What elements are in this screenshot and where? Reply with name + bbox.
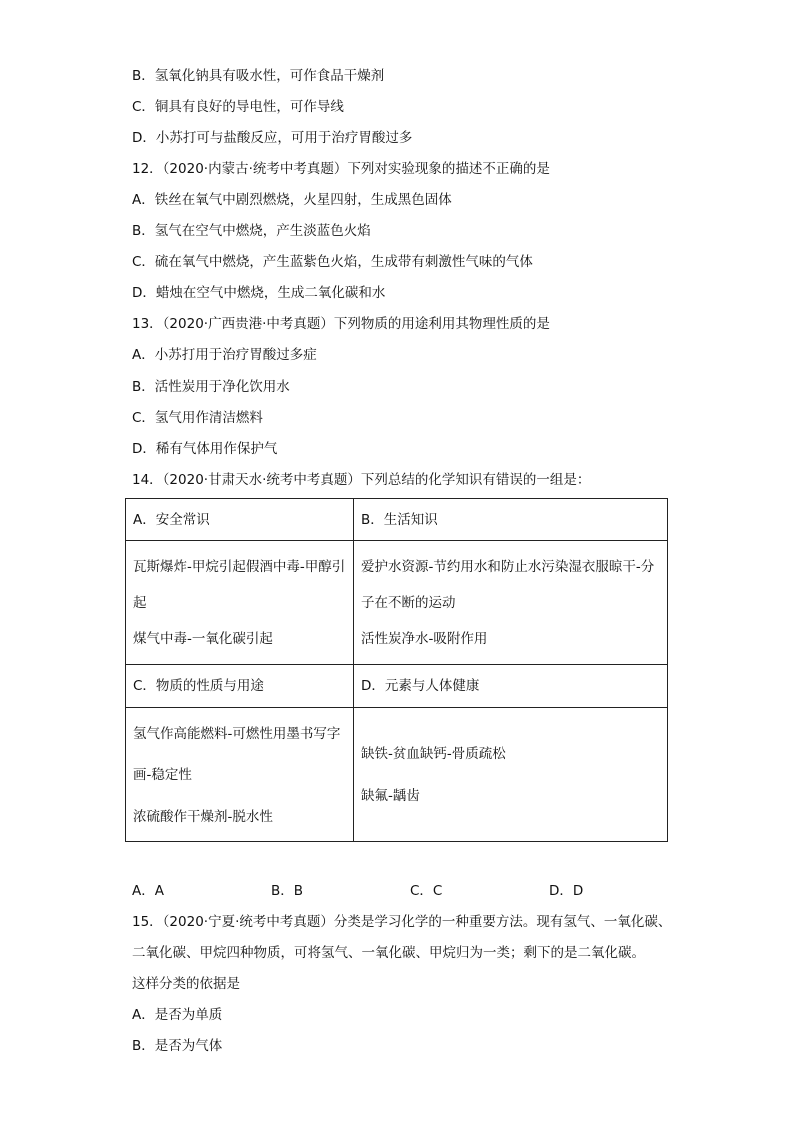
question-15-line1: 15．（2020·宁夏·统考中考真题）分类是学习化学的一种重要方法。现有氢气、一氧化碳、 bbox=[132, 914, 672, 930]
question-15-line2: 二氧化碳、甲烷四种物质，可将氢气、一氧化碳、甲烷归为一类；剩下的是二氧化碳。 bbox=[132, 945, 645, 961]
q13-option-d: D．稀有气体用作保护气 bbox=[132, 441, 278, 457]
q14-option-d: D．D bbox=[549, 883, 584, 899]
question-14: 14．（2020·甘肃天水·统考中考真题）下列总结的化学知识有错误的一组是： bbox=[132, 472, 591, 488]
q15-option-b: B．是否为气体 bbox=[132, 1038, 223, 1054]
q12-option-b: B．氢气在空气中燃烧，产生淡蓝色火焰 bbox=[132, 223, 371, 239]
q14-option-b: B．B bbox=[271, 883, 304, 899]
table-cell-c-line1: 氢气作高能燃料-可燃性用墨书写字 bbox=[133, 726, 341, 742]
table-header-b: B．生活知识 bbox=[361, 512, 438, 528]
q11-option-d: D．小苏打可与盐酸反应，可用于治疗胃酸过多 bbox=[132, 130, 413, 146]
q13-option-a: A．小苏打用于治疗胃酸过多症 bbox=[132, 347, 317, 363]
q13-option-c: C．氢气用作清洁燃料 bbox=[132, 410, 263, 426]
table-divider-row1 bbox=[126, 540, 667, 541]
table-divider-row3 bbox=[126, 707, 667, 708]
table-divider-row2 bbox=[126, 664, 667, 665]
knowledge-table bbox=[125, 498, 668, 842]
table-cell-b-line3: 活性炭净水-吸附作用 bbox=[361, 631, 488, 647]
q11-option-c: C．铜具有良好的导电性，可作导线 bbox=[132, 99, 344, 115]
table-cell-d-line1: 缺铁-贫血缺钙-骨质疏松 bbox=[361, 746, 506, 762]
q14-option-a: A．A bbox=[132, 883, 164, 899]
question-13: 13．（2020·广西贵港·中考真题）下列物质的用途利用其物理性质的是 bbox=[132, 316, 550, 332]
question-15-line3: 这样分类的依据是 bbox=[132, 976, 240, 992]
q14-option-c: C．C bbox=[410, 883, 443, 899]
table-cell-a-line2: 起 bbox=[133, 595, 147, 611]
table-header-c: C．物质的性质与用途 bbox=[133, 678, 264, 694]
q13-option-b: B．活性炭用于净化饮用水 bbox=[132, 379, 290, 395]
table-cell-a-line3: 煤气中毒-一氧化碳引起 bbox=[133, 631, 273, 647]
table-divider-vertical bbox=[353, 499, 354, 841]
table-cell-c-line3: 浓硫酸作干燥剂-脱水性 bbox=[133, 809, 273, 825]
table-cell-a-line1: 瓦斯爆炸-甲烷引起假酒中毒-甲醇引 bbox=[133, 559, 346, 575]
table-cell-b-line2: 子在不断的运动 bbox=[361, 595, 456, 611]
q15-option-a: A．是否为单质 bbox=[132, 1007, 223, 1023]
table-cell-d-line2: 缺氟-龋齿 bbox=[361, 788, 420, 804]
table-header-a: A．安全常识 bbox=[133, 512, 210, 528]
q11-option-b: B．氢氧化钠具有吸水性，可作食品干燥剂 bbox=[132, 68, 385, 84]
table-cell-c-line2: 画-稳定性 bbox=[133, 767, 192, 783]
q12-option-c: C．硫在氧气中燃烧，产生蓝紫色火焰，生成带有刺激性气味的气体 bbox=[132, 254, 533, 270]
q12-option-d: D．蜡烛在空气中燃烧，生成二氧化碳和水 bbox=[132, 285, 386, 301]
question-12: 12．（2020·内蒙古·统考中考真题）下列对实验现象的描述不正确的是 bbox=[132, 161, 550, 177]
table-cell-b-line1: 爱护水资源-节约用水和防止水污染湿衣服晾干-分 bbox=[361, 559, 655, 575]
table-header-d: D．元素与人体健康 bbox=[361, 678, 480, 694]
q12-option-a: A．铁丝在氧气中剧烈燃烧，火星四射，生成黑色固体 bbox=[132, 192, 452, 208]
